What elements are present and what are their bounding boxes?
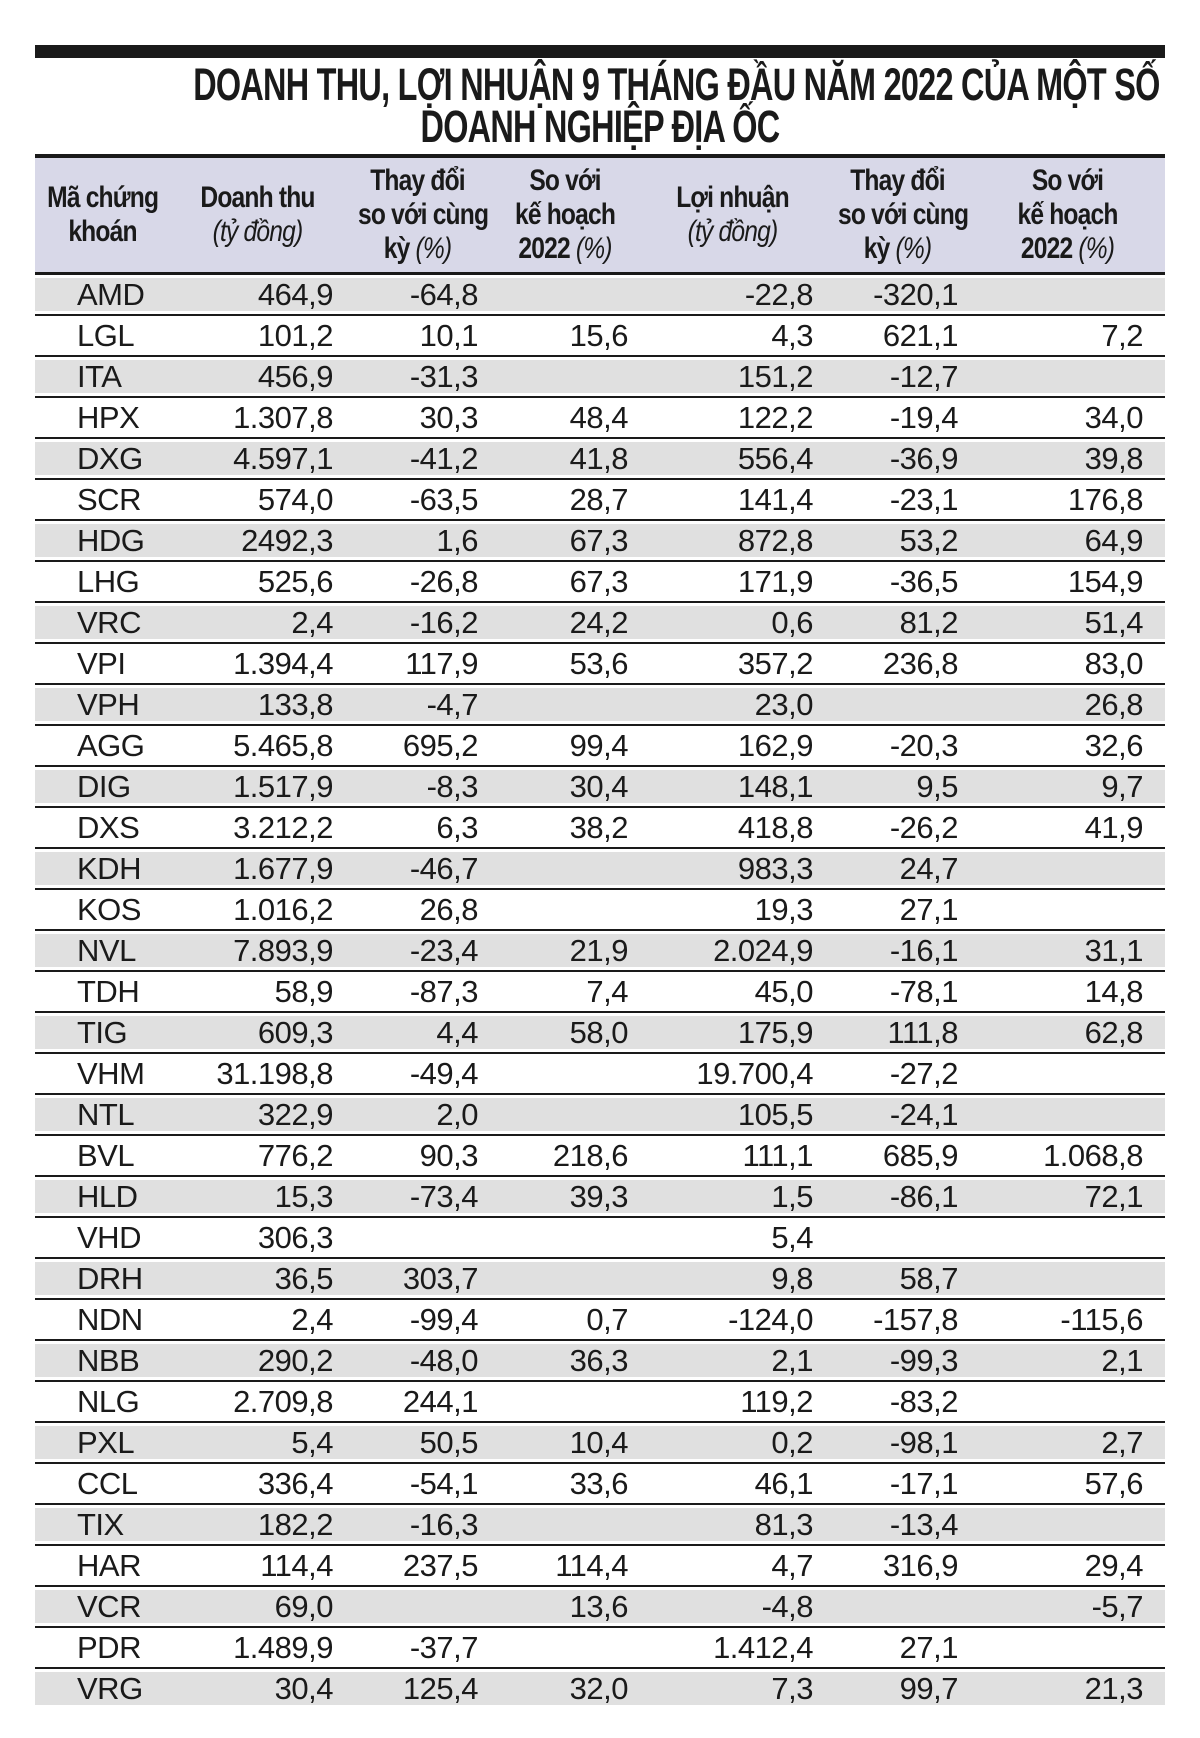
value-cell-revenue_plan: 38,2 <box>490 807 640 848</box>
ticker-cell: DRH <box>35 1258 170 1299</box>
value-cell-profit_plan: 72,1 <box>970 1176 1165 1217</box>
value-cell-revenue: 182,2 <box>170 1504 345 1545</box>
value-cell-revenue_yoy: -46,7 <box>345 848 490 889</box>
value-cell-profit: 122,2 <box>640 397 825 438</box>
value-cell-profit_yoy: 9,5 <box>825 766 970 807</box>
value-cell-profit_plan: 57,6 <box>970 1463 1165 1504</box>
value-cell-revenue_yoy: -37,7 <box>345 1627 490 1668</box>
value-cell-profit: 148,1 <box>640 766 825 807</box>
value-cell-revenue: 290,2 <box>170 1340 345 1381</box>
ticker-cell: VHD <box>35 1217 170 1258</box>
ticker-cell: DXS <box>35 807 170 848</box>
value-cell-revenue_yoy: 125,4 <box>345 1668 490 1708</box>
value-cell-revenue_plan: 7,4 <box>490 971 640 1012</box>
infographic-page <box>35 0 1165 1708</box>
value-cell-profit: -22,8 <box>640 274 825 316</box>
value-cell-revenue: 31.198,8 <box>170 1053 345 1094</box>
value-cell-profit_plan: 34,0 <box>970 397 1165 438</box>
value-cell-revenue_yoy: 237,5 <box>345 1545 490 1586</box>
value-cell-revenue: 36,5 <box>170 1258 345 1299</box>
table-row <box>35 1422 1165 1463</box>
value-cell-revenue: 30,4 <box>170 1668 345 1708</box>
value-cell-revenue_yoy: -31,3 <box>345 356 490 397</box>
table-row <box>35 315 1165 356</box>
ticker-cell: AGG <box>35 725 170 766</box>
value-cell-revenue: 1.489,9 <box>170 1627 345 1668</box>
value-cell-revenue_plan: 32,0 <box>490 1668 640 1708</box>
value-cell-revenue_yoy: -73,4 <box>345 1176 490 1217</box>
value-cell-profit: 45,0 <box>640 971 825 1012</box>
value-cell-profit_yoy: 53,2 <box>825 520 970 561</box>
table-row <box>35 602 1165 643</box>
ticker-cell: PDR <box>35 1627 170 1668</box>
value-cell-revenue: 1.517,9 <box>170 766 345 807</box>
table-row <box>35 438 1165 479</box>
value-cell-profit: 1,5 <box>640 1176 825 1217</box>
value-cell-revenue_plan: 67,3 <box>490 520 640 561</box>
value-cell-revenue: 306,3 <box>170 1217 345 1258</box>
table-row <box>35 561 1165 602</box>
value-cell-profit: 111,1 <box>640 1135 825 1176</box>
value-cell-revenue_plan: 218,6 <box>490 1135 640 1176</box>
value-cell-profit: 105,5 <box>640 1094 825 1135</box>
value-cell-profit: 0,2 <box>640 1422 825 1463</box>
value-cell-profit_yoy: -83,2 <box>825 1381 970 1422</box>
value-cell-profit_yoy: -36,9 <box>825 438 970 479</box>
table-row <box>35 1381 1165 1422</box>
ticker-cell: VRC <box>35 602 170 643</box>
value-cell-revenue: 133,8 <box>170 684 345 725</box>
value-cell-revenue_plan <box>490 1504 640 1545</box>
ticker-cell: HLD <box>35 1176 170 1217</box>
value-cell-profit_plan <box>970 356 1165 397</box>
value-cell-revenue_plan <box>490 1094 640 1135</box>
value-cell-profit_plan: 2,7 <box>970 1422 1165 1463</box>
table-row <box>35 1463 1165 1504</box>
value-cell-profit: 151,2 <box>640 356 825 397</box>
value-cell-profit_plan: 51,4 <box>970 602 1165 643</box>
value-cell-profit: 418,8 <box>640 807 825 848</box>
ticker-cell: NDN <box>35 1299 170 1340</box>
ticker-cell: ITA <box>35 356 170 397</box>
table-row <box>35 1668 1165 1708</box>
value-cell-revenue: 7.893,9 <box>170 930 345 971</box>
value-cell-revenue: 776,2 <box>170 1135 345 1176</box>
ticker-cell: VCR <box>35 1586 170 1627</box>
column-header-revenue_plan: So với kế hoạch 2022 (%) <box>490 156 640 274</box>
value-cell-revenue_plan <box>490 1217 640 1258</box>
value-cell-profit_plan: 62,8 <box>970 1012 1165 1053</box>
value-cell-profit_plan: -115,6 <box>970 1299 1165 1340</box>
value-cell-profit_yoy: 81,2 <box>825 602 970 643</box>
column-header-ticker: Mã chứng khoán <box>35 156 170 274</box>
value-cell-revenue_plan <box>490 1627 640 1668</box>
value-cell-profit_plan: 154,9 <box>970 561 1165 602</box>
value-cell-profit_yoy: -12,7 <box>825 356 970 397</box>
value-cell-revenue_yoy: 303,7 <box>345 1258 490 1299</box>
value-cell-profit: 983,3 <box>640 848 825 889</box>
page-title <box>193 58 1160 152</box>
table-row <box>35 1135 1165 1176</box>
value-cell-profit_yoy: 27,1 <box>825 1627 970 1668</box>
ticker-cell: BVL <box>35 1135 170 1176</box>
value-cell-profit_plan: 2,1 <box>970 1340 1165 1381</box>
value-cell-revenue_plan <box>490 1381 640 1422</box>
value-cell-profit_plan: 26,8 <box>970 684 1165 725</box>
ticker-cell: NVL <box>35 930 170 971</box>
table-row <box>35 725 1165 766</box>
value-cell-revenue_plan <box>490 356 640 397</box>
value-cell-profit_plan: 39,8 <box>970 438 1165 479</box>
value-cell-profit_plan: 14,8 <box>970 971 1165 1012</box>
value-cell-revenue: 2,4 <box>170 1299 345 1340</box>
value-cell-profit_yoy: -36,5 <box>825 561 970 602</box>
value-cell-profit: 2,1 <box>640 1340 825 1381</box>
table-body <box>35 274 1165 1709</box>
value-cell-revenue_plan: 58,0 <box>490 1012 640 1053</box>
value-cell-profit_plan <box>970 848 1165 889</box>
value-cell-revenue_plan <box>490 1258 640 1299</box>
value-cell-revenue: 58,9 <box>170 971 345 1012</box>
table-row <box>35 520 1165 561</box>
value-cell-profit_plan: 1.068,8 <box>970 1135 1165 1176</box>
value-cell-profit_plan: 41,9 <box>970 807 1165 848</box>
table-header <box>35 156 1165 274</box>
value-cell-revenue_plan: 0,7 <box>490 1299 640 1340</box>
value-cell-revenue_yoy: 2,0 <box>345 1094 490 1135</box>
value-cell-revenue: 464,9 <box>170 274 345 316</box>
table-row <box>35 356 1165 397</box>
value-cell-revenue_yoy: -26,8 <box>345 561 490 602</box>
table-row <box>35 1504 1165 1545</box>
value-cell-profit: 556,4 <box>640 438 825 479</box>
table-row <box>35 971 1165 1012</box>
value-cell-profit_plan: -5,7 <box>970 1586 1165 1627</box>
value-cell-profit_yoy: 27,1 <box>825 889 970 930</box>
value-cell-profit_yoy: -16,1 <box>825 930 970 971</box>
value-cell-revenue_yoy: -41,2 <box>345 438 490 479</box>
top-rule <box>35 45 1165 58</box>
value-cell-profit: 4,3 <box>640 315 825 356</box>
ticker-cell: VPI <box>35 643 170 684</box>
value-cell-revenue_plan <box>490 889 640 930</box>
ticker-cell: VRG <box>35 1668 170 1708</box>
ticker-cell: KOS <box>35 889 170 930</box>
value-cell-profit_plan <box>970 889 1165 930</box>
table-row <box>35 766 1165 807</box>
value-cell-revenue: 3.212,2 <box>170 807 345 848</box>
value-cell-revenue_yoy: 90,3 <box>345 1135 490 1176</box>
page-title-line2: DOANH NGHIỆP ĐỊA ỐC <box>420 101 780 152</box>
column-header-profit_yoy: Thay đổi so với cùng kỳ (%) <box>825 156 970 274</box>
ticker-cell: TDH <box>35 971 170 1012</box>
value-cell-profit: 1.412,4 <box>640 1627 825 1668</box>
value-cell-profit: 872,8 <box>640 520 825 561</box>
value-cell-profit_yoy: -20,3 <box>825 725 970 766</box>
table-header-row <box>35 156 1165 274</box>
column-header-profit: Lợi nhuận (tỷ đồng) <box>640 156 825 274</box>
table-row <box>35 1012 1165 1053</box>
ticker-cell: VPH <box>35 684 170 725</box>
value-cell-revenue_yoy: 4,4 <box>345 1012 490 1053</box>
value-cell-revenue_plan: 36,3 <box>490 1340 640 1381</box>
value-cell-revenue_yoy: 1,6 <box>345 520 490 561</box>
value-cell-profit_yoy: 316,9 <box>825 1545 970 1586</box>
value-cell-profit_yoy: -78,1 <box>825 971 970 1012</box>
value-cell-profit_plan <box>970 1258 1165 1299</box>
value-cell-profit: 46,1 <box>640 1463 825 1504</box>
table-row <box>35 807 1165 848</box>
table-row <box>35 397 1165 438</box>
value-cell-revenue: 1.677,9 <box>170 848 345 889</box>
value-cell-revenue_yoy: -49,4 <box>345 1053 490 1094</box>
value-cell-profit: 175,9 <box>640 1012 825 1053</box>
value-cell-revenue_plan <box>490 274 640 316</box>
value-cell-profit_yoy: 24,7 <box>825 848 970 889</box>
value-cell-revenue_yoy: 695,2 <box>345 725 490 766</box>
value-cell-revenue_plan: 30,4 <box>490 766 640 807</box>
value-cell-profit_yoy: 621,1 <box>825 315 970 356</box>
value-cell-profit_yoy: -86,1 <box>825 1176 970 1217</box>
ticker-cell: HPX <box>35 397 170 438</box>
value-cell-revenue: 1.307,8 <box>170 397 345 438</box>
value-cell-revenue_plan <box>490 848 640 889</box>
ticker-cell: NLG <box>35 1381 170 1422</box>
ticker-cell: HDG <box>35 520 170 561</box>
value-cell-revenue: 2,4 <box>170 602 345 643</box>
value-cell-profit_plan: 32,6 <box>970 725 1165 766</box>
table-row <box>35 479 1165 520</box>
table-row <box>35 1094 1165 1135</box>
table-row <box>35 1627 1165 1668</box>
table-row <box>35 848 1165 889</box>
value-cell-revenue_yoy: -8,3 <box>345 766 490 807</box>
value-cell-revenue_yoy: 10,1 <box>345 315 490 356</box>
value-cell-revenue_yoy: 6,3 <box>345 807 490 848</box>
value-cell-profit_yoy: 99,7 <box>825 1668 970 1708</box>
value-cell-revenue: 525,6 <box>170 561 345 602</box>
ticker-cell: LGL <box>35 315 170 356</box>
value-cell-revenue_plan: 28,7 <box>490 479 640 520</box>
table-row <box>35 1299 1165 1340</box>
value-cell-revenue: 1.394,4 <box>170 643 345 684</box>
value-cell-profit: 141,4 <box>640 479 825 520</box>
financials-table <box>35 154 1165 1708</box>
value-cell-revenue_yoy: -23,4 <box>345 930 490 971</box>
value-cell-revenue_yoy: 26,8 <box>345 889 490 930</box>
value-cell-revenue_yoy <box>345 1586 490 1627</box>
value-cell-profit: 81,3 <box>640 1504 825 1545</box>
value-cell-profit: 23,0 <box>640 684 825 725</box>
table-row <box>35 684 1165 725</box>
value-cell-revenue_yoy: 244,1 <box>345 1381 490 1422</box>
value-cell-profit_yoy: -320,1 <box>825 274 970 316</box>
value-cell-revenue_yoy: -16,3 <box>345 1504 490 1545</box>
value-cell-revenue: 4.597,1 <box>170 438 345 479</box>
value-cell-profit: -4,8 <box>640 1586 825 1627</box>
page-title-line1: DOANH THU, LỢI NHUẬN 9 THÁNG ĐẦU NĂM 2022 CỦA MỘT SỐ <box>193 59 1160 110</box>
value-cell-profit_plan <box>970 274 1165 316</box>
value-cell-revenue_plan <box>490 1053 640 1094</box>
value-cell-revenue: 101,2 <box>170 315 345 356</box>
table-row <box>35 1545 1165 1586</box>
value-cell-profit: 119,2 <box>640 1381 825 1422</box>
value-cell-revenue: 15,3 <box>170 1176 345 1217</box>
ticker-cell: AMD <box>35 274 170 316</box>
table-row <box>35 1176 1165 1217</box>
value-cell-profit: 19.700,4 <box>640 1053 825 1094</box>
value-cell-profit_yoy <box>825 684 970 725</box>
value-cell-profit_yoy: -157,8 <box>825 1299 970 1340</box>
value-cell-profit: 2.024,9 <box>640 930 825 971</box>
table-row <box>35 643 1165 684</box>
table-row <box>35 1586 1165 1627</box>
value-cell-revenue_plan: 48,4 <box>490 397 640 438</box>
value-cell-profit: 357,2 <box>640 643 825 684</box>
ticker-cell: NBB <box>35 1340 170 1381</box>
value-cell-revenue_plan: 13,6 <box>490 1586 640 1627</box>
value-cell-revenue: 5,4 <box>170 1422 345 1463</box>
value-cell-profit: 171,9 <box>640 561 825 602</box>
value-cell-revenue_plan: 21,9 <box>490 930 640 971</box>
value-cell-profit_yoy <box>825 1586 970 1627</box>
value-cell-revenue_plan: 24,2 <box>490 602 640 643</box>
value-cell-profit: 5,4 <box>640 1217 825 1258</box>
table-row <box>35 930 1165 971</box>
value-cell-revenue_yoy: -63,5 <box>345 479 490 520</box>
ticker-cell: DXG <box>35 438 170 479</box>
value-cell-revenue: 322,9 <box>170 1094 345 1135</box>
ticker-cell: LHG <box>35 561 170 602</box>
value-cell-profit: 162,9 <box>640 725 825 766</box>
value-cell-revenue_yoy: -48,0 <box>345 1340 490 1381</box>
value-cell-profit_yoy: 111,8 <box>825 1012 970 1053</box>
value-cell-profit_plan: 9,7 <box>970 766 1165 807</box>
column-header-revenue: Doanh thu (tỷ đồng) <box>170 156 345 274</box>
table-row <box>35 1053 1165 1094</box>
ticker-cell: CCL <box>35 1463 170 1504</box>
value-cell-revenue_plan: 53,6 <box>490 643 640 684</box>
table-row <box>35 1258 1165 1299</box>
value-cell-revenue_yoy: 50,5 <box>345 1422 490 1463</box>
value-cell-revenue_plan: 39,3 <box>490 1176 640 1217</box>
value-cell-revenue_yoy: -54,1 <box>345 1463 490 1504</box>
value-cell-revenue: 69,0 <box>170 1586 345 1627</box>
value-cell-profit_yoy: -98,1 <box>825 1422 970 1463</box>
value-cell-profit_yoy: -13,4 <box>825 1504 970 1545</box>
value-cell-revenue_yoy: -87,3 <box>345 971 490 1012</box>
value-cell-revenue: 336,4 <box>170 1463 345 1504</box>
ticker-cell: NTL <box>35 1094 170 1135</box>
column-header-profit_plan: So với kế hoạch 2022 (%) <box>970 156 1165 274</box>
value-cell-revenue_plan <box>490 684 640 725</box>
value-cell-profit: 19,3 <box>640 889 825 930</box>
value-cell-profit_plan <box>970 1217 1165 1258</box>
ticker-cell: TIX <box>35 1504 170 1545</box>
ticker-cell: TIG <box>35 1012 170 1053</box>
value-cell-revenue_plan: 41,8 <box>490 438 640 479</box>
value-cell-revenue_plan: 33,6 <box>490 1463 640 1504</box>
value-cell-revenue: 456,9 <box>170 356 345 397</box>
value-cell-profit_yoy: 685,9 <box>825 1135 970 1176</box>
value-cell-profit: -124,0 <box>640 1299 825 1340</box>
value-cell-revenue_yoy: 117,9 <box>345 643 490 684</box>
value-cell-revenue_plan: 15,6 <box>490 315 640 356</box>
value-cell-revenue: 574,0 <box>170 479 345 520</box>
value-cell-revenue_plan: 114,4 <box>490 1545 640 1586</box>
value-cell-profit: 7,3 <box>640 1668 825 1708</box>
value-cell-profit_yoy: 236,8 <box>825 643 970 684</box>
ticker-cell: DIG <box>35 766 170 807</box>
table-row <box>35 274 1165 316</box>
value-cell-profit_yoy <box>825 1217 970 1258</box>
value-cell-profit_plan: 176,8 <box>970 479 1165 520</box>
value-cell-revenue_plan: 99,4 <box>490 725 640 766</box>
value-cell-revenue: 609,3 <box>170 1012 345 1053</box>
value-cell-profit_yoy: -26,2 <box>825 807 970 848</box>
table-row <box>35 1340 1165 1381</box>
value-cell-profit_yoy: -24,1 <box>825 1094 970 1135</box>
value-cell-profit: 0,6 <box>640 602 825 643</box>
value-cell-revenue_yoy: 30,3 <box>345 397 490 438</box>
value-cell-profit_plan: 31,1 <box>970 930 1165 971</box>
value-cell-revenue_yoy <box>345 1217 490 1258</box>
value-cell-revenue: 2.709,8 <box>170 1381 345 1422</box>
value-cell-profit_yoy: -19,4 <box>825 397 970 438</box>
value-cell-profit_plan: 29,4 <box>970 1545 1165 1586</box>
ticker-cell: VHM <box>35 1053 170 1094</box>
value-cell-revenue_plan: 10,4 <box>490 1422 640 1463</box>
value-cell-profit_plan: 83,0 <box>970 643 1165 684</box>
value-cell-revenue_plan: 67,3 <box>490 561 640 602</box>
value-cell-profit_plan <box>970 1504 1165 1545</box>
value-cell-revenue: 5.465,8 <box>170 725 345 766</box>
ticker-cell: KDH <box>35 848 170 889</box>
value-cell-profit_plan <box>970 1053 1165 1094</box>
ticker-cell: HAR <box>35 1545 170 1586</box>
value-cell-revenue_yoy: -4,7 <box>345 684 490 725</box>
value-cell-profit_plan <box>970 1094 1165 1135</box>
value-cell-profit_yoy: -27,2 <box>825 1053 970 1094</box>
value-cell-profit_plan: 21,3 <box>970 1668 1165 1708</box>
value-cell-revenue_yoy: -16,2 <box>345 602 490 643</box>
value-cell-profit_yoy: 58,7 <box>825 1258 970 1299</box>
value-cell-profit_yoy: -99,3 <box>825 1340 970 1381</box>
value-cell-revenue_yoy: -64,8 <box>345 274 490 316</box>
value-cell-profit_plan: 7,2 <box>970 315 1165 356</box>
value-cell-profit_plan: 64,9 <box>970 520 1165 561</box>
value-cell-revenue: 114,4 <box>170 1545 345 1586</box>
value-cell-profit: 9,8 <box>640 1258 825 1299</box>
value-cell-revenue: 1.016,2 <box>170 889 345 930</box>
value-cell-revenue: 2492,3 <box>170 520 345 561</box>
value-cell-revenue_yoy: -99,4 <box>345 1299 490 1340</box>
value-cell-profit_plan <box>970 1627 1165 1668</box>
ticker-cell: SCR <box>35 479 170 520</box>
column-header-revenue_yoy: Thay đổi so với cùng kỳ (%) <box>345 156 490 274</box>
value-cell-profit_plan <box>970 1381 1165 1422</box>
value-cell-profit_yoy: -17,1 <box>825 1463 970 1504</box>
value-cell-profit_yoy: -23,1 <box>825 479 970 520</box>
ticker-cell: PXL <box>35 1422 170 1463</box>
table-row <box>35 1217 1165 1258</box>
value-cell-profit: 4,7 <box>640 1545 825 1586</box>
table-row <box>35 889 1165 930</box>
